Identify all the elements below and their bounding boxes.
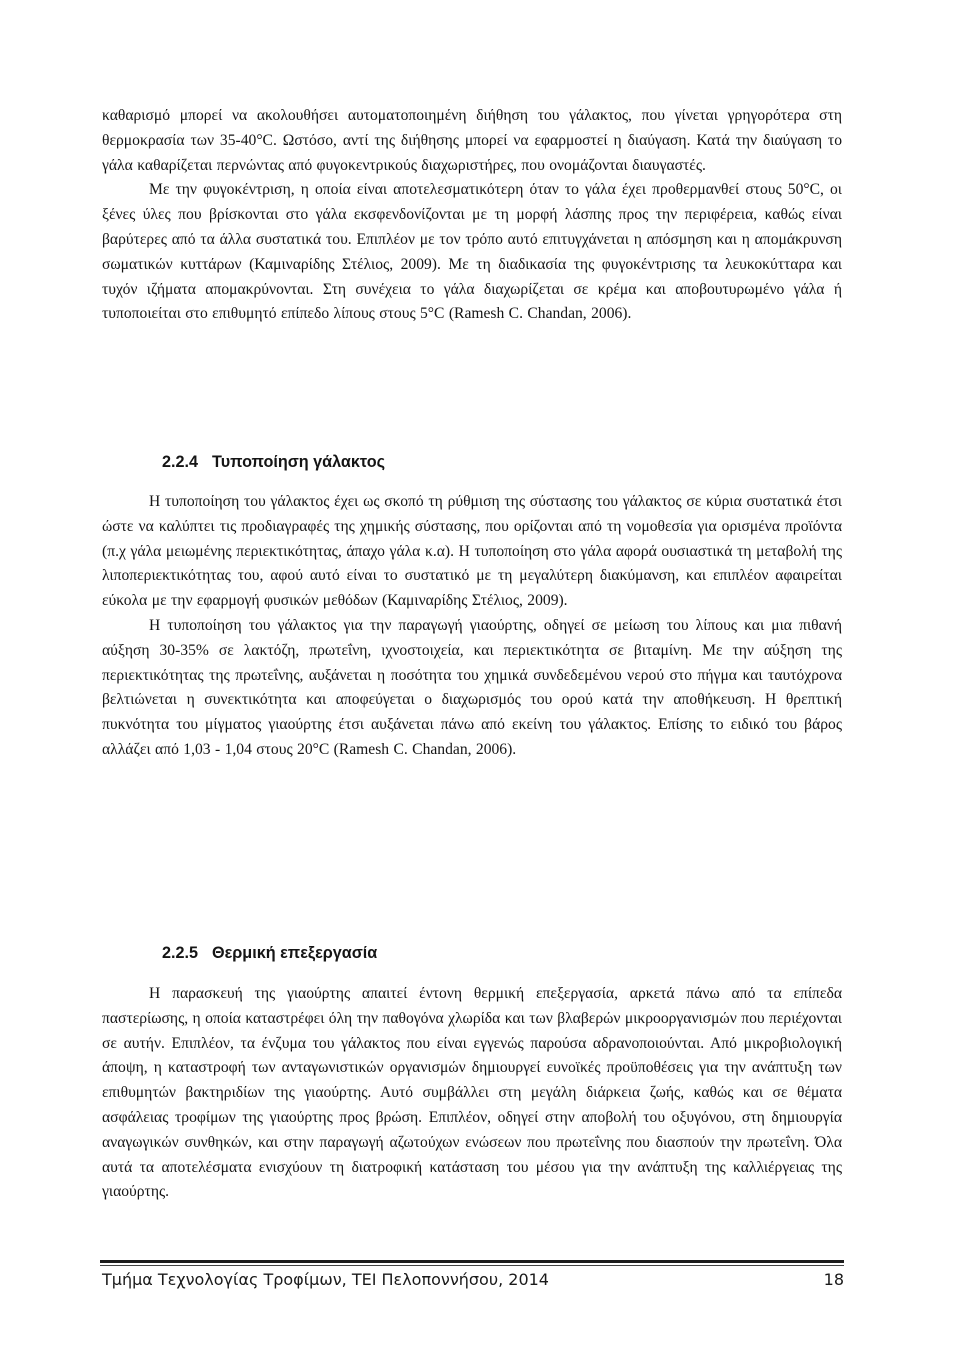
footer-institution: Τμήμα Τεχνολογίας Τροφίμων, ΤΕΙ Πελοποννήσου, 2014	[102, 1270, 549, 1289]
paragraph-continued-1: καθαρισμό μπορεί να ακολουθήσει αυτοματοποιημένη διήθηση του γάλακτος, που γίνεται γρηγορότερα στη θερμοκρασία των 35-40°C. Ωστόσο, αντί της διήθησης μπορεί να εφαρμοστεί η διαύγαση. Κατά την διαύγαση το γάλα καθαρίζεται περνώντας από φυγοκεντρικούς διαχωριστήρες, που ονομάζονται διαυγαστές.	[102, 107, 842, 174]
footer-divider	[100, 1260, 844, 1263]
paragraph-standardization-2: Η τυποποίηση του γάλακτος για την παραγωγή γιαούρτης, οδηγεί σε μείωση του λίπους και μια πιθανή αύξηση 30-35% σε λακτόζη, πρωτεΐνη, ιχνοστοιχεία, και περιεκτικότητα σε βιταμίνη. Με την αύξηση της περιεκτικότητας της πρωτεΐνης, αυξάνεται η ποσότητα του χημικά συνδεδεμένου νερού στο πήγμα και ταυτόχρονα βελτιώνεται η συνεκτικότητα και αποφεύγεται ο διαχωρισμός του ορού κατά την αποθήκευση. Η θρεπτική πυκνότητα του μίγματος γιαούρτης έτσι αυξάνεται πάνω από εκείνη του γάλακτος. Επίσης το ειδικό του βάρος αλλάζει από 1,03 - 1,04 στους 20°C (Ramesh C. Chandan, 2006).	[102, 616, 842, 758]
paragraph-standardization-1: Η τυποποίηση του γάλακτος έχει ως σκοπό τη ρύθμιση της σύστασης του γάλακτος σε κύρια συστατικά έτσι ώστε να καλύπτει τις προδιαγραφές της χημικής σύστασης, που ορίζονται από τη νομοθεσία για ορισμένα προϊόντα (π.χ γάλα μειωμένης περιεκτικότητας, άπαχο γάλα κ.α). Η τυποποίηση στο γάλα αφορά ουσιαστικά τη μεταβολή της λιποπεριεκτικότητας του, αφού αυτό είναι το συστατικό με τη μεγαλύτερη διακύμανση, και επιπλέον αφαιρείται εύκολα με την εφαρμογή φυσικών μεθόδων (Καμιναρίδης Στέλιος, 2009).	[102, 493, 842, 610]
section-heading-2-2-5	[162, 944, 377, 963]
section-title: Τυποποίηση γάλακτος	[212, 453, 385, 471]
footer-divider-thin	[100, 1265, 844, 1266]
section-2-2-4-body	[102, 490, 842, 763]
continued-section	[102, 104, 842, 327]
section-title: Θερμική επεξεργασία	[212, 944, 378, 962]
section-number: 2.2.5	[162, 944, 199, 962]
paragraph-continued-2: Με την φυγοκέντριση, η οποία είναι αποτελεσματικότερη όταν το γάλα έχει προθερμανθεί στους 50°C, οι ξένες ύλες που βρίσκονται στο γάλα εκσφενδονίζονται με τη μορφή λάσπης προς την περιφέρεια, καθώς είναι βαρύτερες από τα άλλα συστατικά του. Επιπλέον με τον τρόπο αυτό επιτυγχάνεται η απόσμηση και η απομάκρυνση σωματικών κυττάρων (Καμιναρίδης Στέλιος, 2009). Με τη διαδικασία της φυγοκέντρισης τα λευκοκύτταρα και τυχόν ιζήματα απομακρύνονται. Στη συνέχεια το γάλα διαχωρίζεται σε κρέμα και αποβουτυρωμένο γάλα ή τυποποιείται στο επιθυμητό επίπεδο λίπους στους 5°C (Ramesh C. Chandan, 2006).	[102, 181, 842, 323]
section-number: 2.2.4	[162, 453, 199, 471]
section-heading-2-2-4	[162, 453, 385, 472]
section-2-2-5-body	[102, 982, 842, 1205]
page-number: 18	[823, 1270, 844, 1289]
paragraph-heat-treatment: Η παρασκευή της γιαούρτης απαιτεί έντονη θερμική επεξεργασία, αρκετά πάνω από τα επίπεδα παστερίωσης, η οποία καταστρέφει όλη την παθογόνα χλωρίδα και των βλαβερών μικροοργανισμών που περιέχονται σε αυτήν. Επιπλέον, τα ένζυμα του γάλακτος που είναι εγγενώς παρούσα αδρανοποιούνται. Από μικροβιολογική άποψη, η καταστροφή των ανταγωνιστικών οργανισμών δημιουργεί ευνοϊκές προϋποθέσεις για την ανάπτυξη των επιθυμητών βακτηριδίων της γιαούρτης. Αυτό συμβάλλει στη μεγάλη διάρκεια ζωής, καθώς και σε θέματα ασφάλειας τροφίμων της γιαούρτης προς βρώση. Επιπλέον, οδηγεί στην αποβολή του οξυγόνου, στη δημιουργία αναγωγικών συνθηκών, και στην παραγωγή αζωτούχων ενώσεων που πρωτεΐνης που διασπούν την πρωτεΐνη. Όλα αυτά τα αποτελέσματα ενισχύουν τη διατροφική κατάσταση του μέσου για την ανάπτυξη της καλλιέργειας της γιαούρτης.	[102, 985, 842, 1201]
